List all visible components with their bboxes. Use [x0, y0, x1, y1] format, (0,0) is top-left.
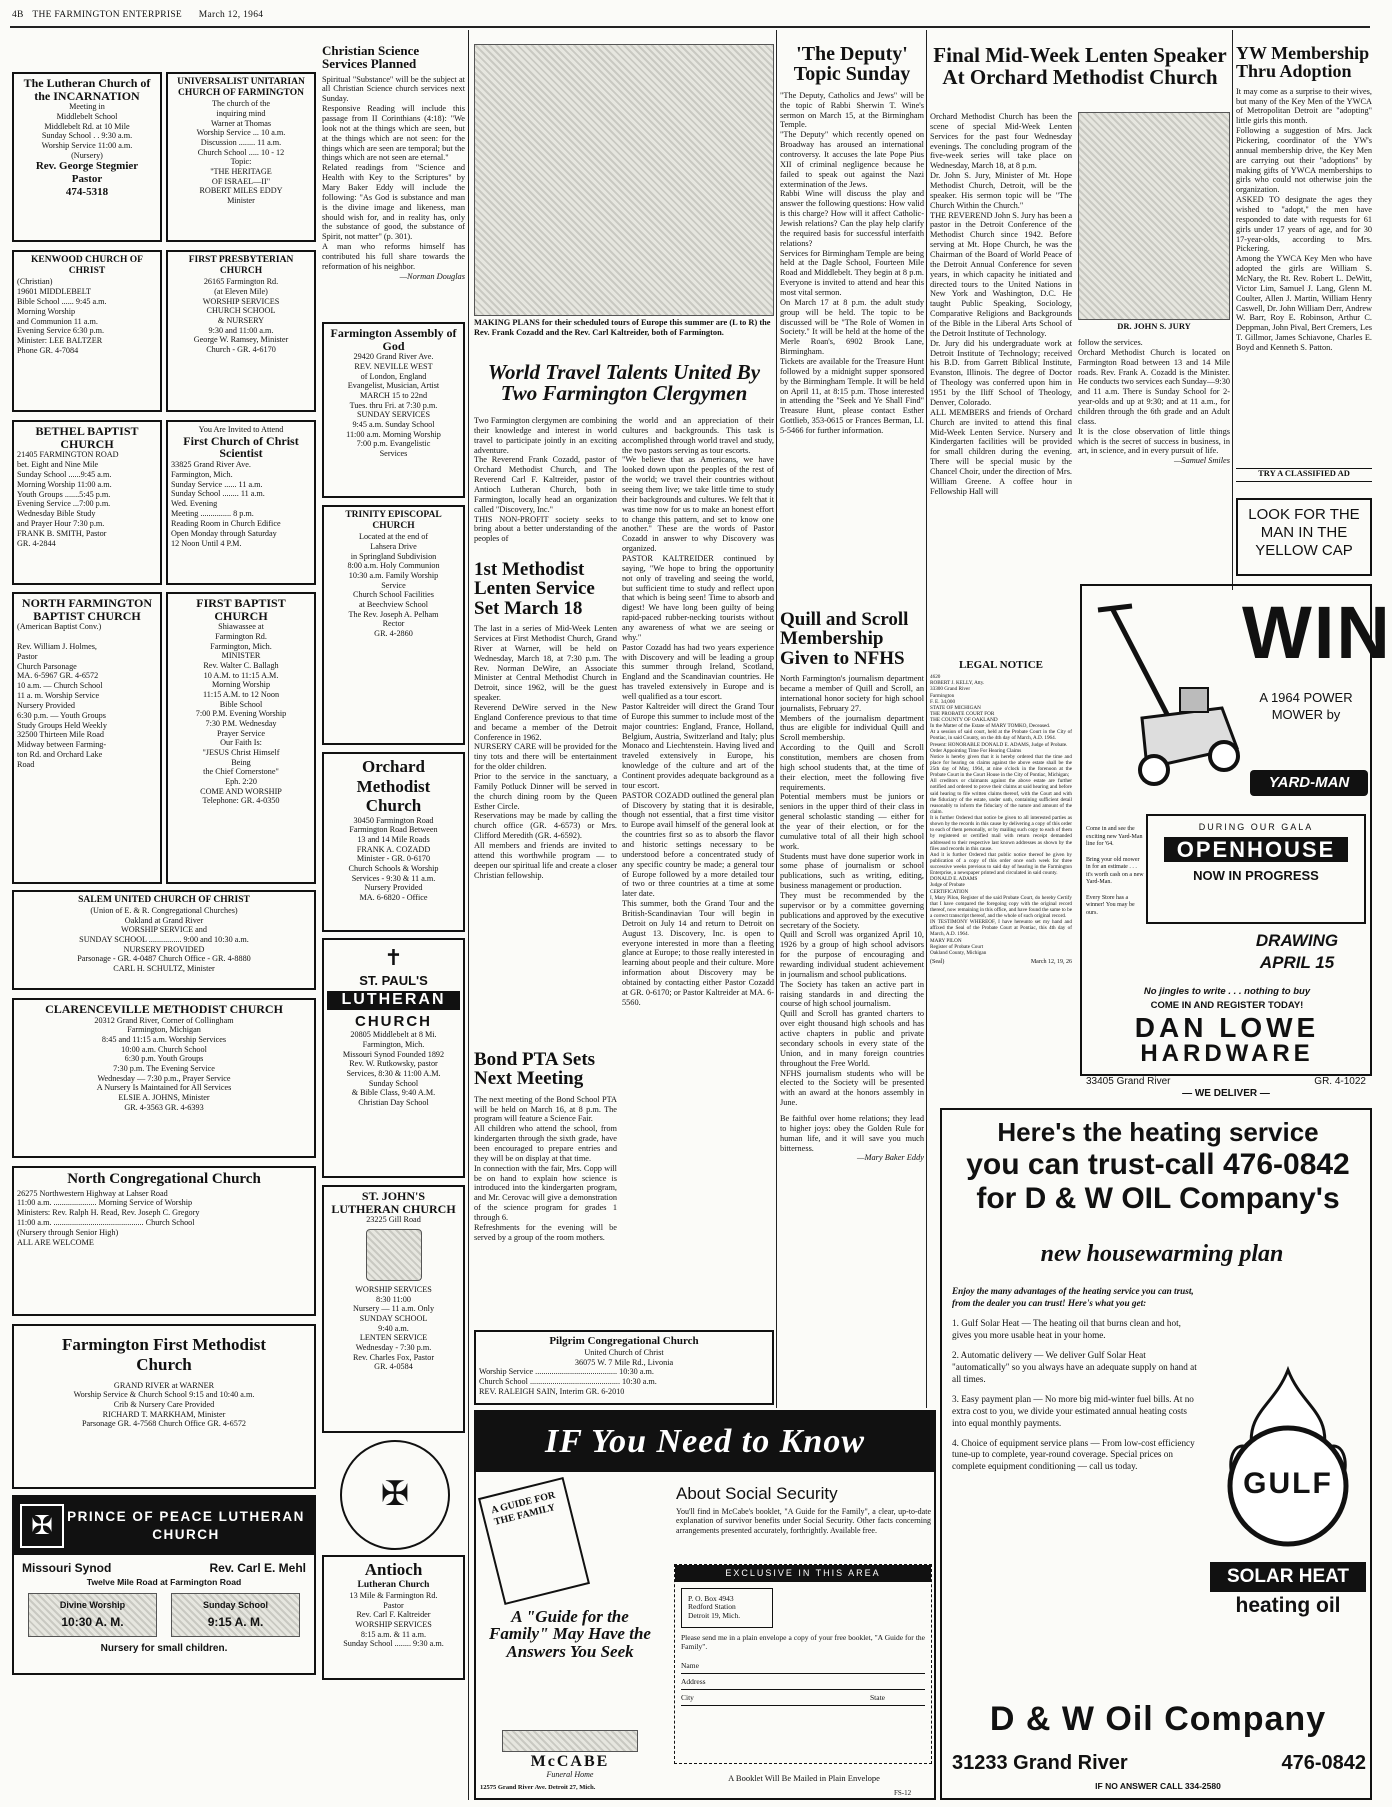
quill-scroll-article [780, 610, 924, 1406]
prince-of-peace-header [14, 1497, 314, 1555]
drawing-date [1232, 930, 1362, 980]
open-house-title: OPENHOUSE [1164, 837, 1348, 863]
article-headline: 1st Methodist Lenten Service Set March 18 [474, 559, 595, 619]
world-headline: World Travel Talents United By Two Farmington Clergymen [487, 360, 761, 406]
address-field-label: Address [681, 1677, 706, 1687]
quote-attribution: —Norman Douglas [399, 271, 465, 281]
booklet-title: A GUIDE FOR THE FAMILY [490, 1489, 557, 1528]
church-name: Farmington First Methodist Church [62, 1335, 266, 1374]
column-rule [776, 30, 777, 1408]
drawing-label: DRAWING [1255, 931, 1339, 950]
school-time: 9:15 A. M. [207, 1614, 264, 1629]
city-field-label: City [681, 1693, 694, 1703]
benefit-3: 3. Easy payment plan — No more big mid-winter fuel bills. At no extra cost to you, we divide your estimated annual heating costs into equal monthly payments. [952, 1393, 1194, 1428]
first-methodist-ad [12, 1324, 316, 1489]
lenten-service-article [474, 556, 617, 1044]
article-body: Spiritual "Substance" will be the subject at all Christian Science church services next Sunday. Responsive Reading will include this passage from II Corinthians (4:18): "We look not at the things which are seen, but at the things which are not seen: for the things which are seen are temporal; but the things which are not seen are eternal." Related readings from "Science and Health with Key to the Scriptures" by Mary Baker Eddy will include the following: "As God is substance and man is the divine image and likeness, man should wish for, and in reality has, only the substance of good, the substance of Spirit, not matter" (p. 301). A man who reforms himself has contributed his full share towards the reformation of his neighbor. [322, 74, 465, 271]
church-info: 20805 Middlebelt at 8 Mi. Farmington, Mich. Missouri Synod Founded 1892 Rev. W. Rutkowsky, pastor Services, 8:30 & 11:00 A.M. Sunday School & Bible Class, 9:40 A.M. Christian Day School [342, 1030, 445, 1107]
dw-oil-ad [940, 1108, 1372, 1800]
article-headline: 'The Deputy' Topic Sunday [793, 43, 911, 86]
church-emblem-image [366, 1229, 422, 1281]
church-info: 26275 Northwestern Highway at Lahser Road 11:00 a.m. ..................... Morning Service of Worship Ministers: Rev. Ralph H. Read, Rev. Joseph C. Gregory 11:00 a.m. ............................................ Church School (Nursery through Senior High) ALL ARE WELCOME [17, 1188, 200, 1247]
banner-headline: IF You Need to Know [476, 1412, 934, 1472]
article-body: It may come as a surprise to their wives, but many of the Key Men of the YWCA of Metropolitan Detroit are "adopting" little girls this month. Following a suggestion of Mrs. Jack Pickering, coordinator of the YW's annual membership drive, the Key Men are carrying out their "adoptions" by making gifts of YWCA memberships to girls who could not otherwise join the organization. ASKED TO designate the ages they wished to "adopt," the men have responded to date with requests for 61 girls under 17 years of age, and for 30 17-year-olds, according to Mrs. Pickering. Among the YWCA Key Men who have adopted the girls are William S. McNary, the Rt. Rev. Robert L. DeWitt, Victor Lim, Samuel J. Lang, Glenn M. Coulter, Allen J. Martin, William Henry Caswell, Dr. John William Derr, Andrew W. Barr, Roy E. Robinson, Arthur C. Deppman, John Pival, Bert Cremers, Les T. Gillmor, James Schiavone, Charles E. Boyd and Kenneth S. Patton. [1236, 86, 1372, 353]
worship-label: Divine Worship [59, 1600, 126, 1611]
article-headline: Christian Science Services Planned [322, 43, 420, 72]
church-info: United Church of Christ 36075 W. 7 Mile Rd., Livonia [574, 1347, 674, 1367]
church-name: NORTH FARMINGTON BAPTIST CHURCH [21, 596, 153, 623]
church-info: 33825 Grand River Ave. Farmington, Mich. Sunday Service ...... 11 a.m. Sunday School ........ 11 a.m. Wed. Evening Meeting ............... 8 p.m. Reading Room in Church Edifice Open Monday through Saturday 12 Noon Until 4 P.M. [171, 459, 281, 548]
school-row: Church School ............................................ 10:30 a.m. [479, 1377, 657, 1387]
church-name: FIRST PRESBYTERIAN CHURCH [188, 255, 294, 277]
mccabe-logo [482, 1730, 658, 1790]
church-name: KENWOOD CHURCH OF CHRIST [31, 255, 143, 277]
church-info: 30450 Farmington Road Farmington Road Between 13 and 14 Mile Roads FRANK A. COZADD Minister - GR. 0-6170 Church Schools & Worship Services - 9:30 & 11 a.m. Nursery Provided MA. 6-6820 - Office [348, 815, 439, 903]
classified-ad-line: TRY A CLASSIFIED AD [1236, 468, 1372, 482]
jury-headline: Final Mid-Week Lenten Speaker At Orchard Methodist Church [933, 43, 1227, 90]
gulf-flame-logo [1212, 1366, 1364, 1558]
blurb-heading: About Social Security [676, 1484, 838, 1503]
quote-attribution: —Mary Baker Eddy [857, 1153, 924, 1163]
headline-line-2: you can trust-call 476-0842 [966, 1147, 1350, 1181]
church-info: (Union of E. & R. Congregational Churches) Oakland at Grand River WORSHIP SERVICE and SUNDAY SCHOOL ................ 9:00 and 10:30 a.m. NURSERY PROVIDED Parsonage - GR. 4-0487 Church Office - GR. 4-8880 CARL H. SCHULTZ, Minister [77, 906, 251, 974]
st-pauls-lutheran-ad [322, 938, 465, 1178]
issue-date: March 12, 1964 [198, 10, 264, 20]
exclusive-banner: EXCLUSIVE IN THIS AREA [675, 1565, 931, 1582]
mailing-note: A Booklet Will Be Mailed in Plain Envelope [728, 1773, 880, 1783]
notice-seal: (Seal) [930, 958, 945, 965]
church-name-3: CHURCH [355, 1012, 432, 1030]
christian-science-article [322, 44, 465, 314]
brand-logo: YARD-MAN [1250, 770, 1368, 796]
drawing-day: APRIL 15 [1259, 953, 1335, 973]
assembly-of-god-ad [322, 322, 465, 498]
plan-title: new housewarming plan [1040, 1241, 1284, 1267]
lutheran-incarnation-ad [12, 72, 162, 242]
coupon-request: Please send me in a plain envelope a copy of your free booklet, "A Guide for the Family". [681, 1633, 925, 1652]
church-info: Meeting in Middlebelt School Middlebelt Rd. at 10 Mile Sunday School . . 9:30 a.m. Worship Service 11:00 a.m. (Nursery) [41, 102, 133, 160]
pilgrim-church-ad [474, 1330, 774, 1405]
church-name: BETHEL BAPTIST CHURCH [35, 424, 139, 451]
mail-box: P. O. Box 4943 Redford Station Detroit 19, Mich. [681, 1588, 773, 1629]
prince-of-peace-ad [12, 1495, 316, 1675]
company-name: D & W Oil Company [989, 1700, 1327, 1738]
deputy-article [780, 44, 924, 604]
benefit-2: 2. Automatic delivery — We deliver Gulf Solar Heat "automatically" so you always have an adequate supply on hand at all times. [952, 1349, 1197, 1384]
jury-photo-caption: DR. JOHN S. JURY [1117, 321, 1191, 331]
church-info: 21405 FARMINGTON ROAD bet. Eight and Nine Mile Sunday School ......9:45 a.m. Morning Worship 11:00 a.m. Youth Groups .......5:45 p.m. Evening Service ...7:00 p.m. Wednesday Bible Study and Prayer Hour 7:30 p.m. FRANK B. SMITH, Pastor GR. 4-2844 [17, 450, 119, 548]
delivery-note: — WE DELIVER — [1182, 1087, 1270, 1099]
cross-icon: ✝ [384, 945, 403, 970]
north-farmington-baptist-ad [12, 592, 162, 884]
presbyterian-church-ad [166, 250, 316, 412]
invite-line: You Are Invited to Attend [198, 425, 284, 434]
win-headline: WIN [1242, 591, 1392, 674]
store-phone: GR. 4-1022 [1314, 1076, 1366, 1087]
article-body: North Farmington's journalism department became a member of Quill and Scroll, an international honor society for high school journalists, February 27. Members of the journalism department thus are eligible for individual Quill and Scroll membership. According to the Quill and Scroll constitution, members are chosen from high school students that, at the time of their election, meet the following five requirements. Potential members must be juniors or seniors in the upper third of their class in general scholastic standing — either for the year of their election, or for the cumulative total of all their high school work. Students must have done superior work in some phase of journalism or school publications, such as writing, editing, business management or production. They must be recommended by the supervisor or by a committee governing publications and approved by the executive secretary of the Society. Quill and Scroll was organized April 10, 1926 by a group of high school advisors for the purpose of encouraging and rewarding individual student achievement in journalism and school publications. The Society has taken an active part in raising standards in and directing the course of high school journalism. Quill and Scroll has granted charters to over eight thousand high schools and has active chapters in public and private secondary schools in every state of the Union, and in many foreign countries throughout the Free World. NFHS journalism students who will be elected to the Society will be presented with an award at the honors assembly in June. [780, 674, 924, 1108]
column-rule [468, 30, 469, 1800]
store-name-line-1: DAN LOWE [1134, 1012, 1320, 1043]
church-info: The church of the inquiring mind Warner at Thomas Worship Service ... 10 a.m. Discussion ........ 11 a.m. Church School ..... 10 - 12 Topic: "THE HERITAGE OF ISRAEL—II" ROBERT MILES EDDY Minister [196, 99, 286, 205]
church-name-1: ST. PAUL'S [359, 972, 428, 988]
jury-body-col1: Orchard Methodist Church has been the scene of special Mid-Week Lenten Services for the past four Wednesday evenings. The concluding program of the five-week series will take place on Wednesday, March 18, at 8 p.m. Dr. John S. Jury, Minister of Mt. Hope Methodist Church, Detroit, will be the speaker. His sermon topic will be "The Church Within the Church." THE REVEREND John S. Jury has been a pastor in the Detroit Conference of the Methodist Church since 1942. Before serving at Mt. Hope Church, he was the Chairman of the Board of World Peace of the Detroit Annual Conference for seven years, in which capacity he initiated and directed tours to the United Nations in New York and Washington, D.C. He taught Public Speaking, Sociology, Comparative Religions and Backgrounds of the Bible in the Liberal Arts School of the Detroit Institute of Technology. Dr. Jury did his undergraduate work at Detroit Institute of Technology; received his B.D. from Garrett Biblical Institute, Evanston, Illinois. The degree of Doctor of Theology was conferred upon him in 1951 by the Iliff School of Theology, Denver, Colorado. ALL MEMBERS and friends of Orchard Church are invited to attend this final Mid-Week Lenten Service. Nursery and Kindergarten facilities will be provided for small children during the evening. There will be special music by the Chancel Choir, under the direction of Mrs. William Greene. A coffee hour in Fellowship Hall will [930, 112, 1072, 496]
article-body: The last in a series of Mid-Week Lenten Services at First Methodist Church, Grand River at Warner, will be held on Wednesday, March 18, at 7:30 p.m. The Rev. Norman DeWire, an Associate Minister at Central Methodist Church in Detroit, since 1962, will be the guest speaker. Reverend DeWire served in the New England Conference previous to that time and became a member of the Detroit Conference in 1962. NURSERY CARE will be provided for the tiny tots and there will be entertainment for the older children. Prior to the service in the sanctuary, a Family Potluck Dinner will be served in the church dining room by the Queen Esther Circle. Reservations may be made by calling the church office (GR. 4-6573) or Mrs. Clifford Meredith (GR. 4-6592). All members and friends are invited to attend this worthwhile program — to deepen our spiritual life and create a closer Christian fellowship. [474, 624, 617, 880]
yellow-cap-ad: LOOK FOR THE MAN IN THE YELLOW CAP [1236, 498, 1372, 576]
masthead [12, 10, 482, 24]
church-name: Pilgrim Congregational Church [549, 1335, 699, 1347]
heating-headline [946, 1118, 1370, 1238]
lawn-mower-icon [1092, 598, 1242, 798]
benefits-intro: Enjoy the many advantages of the heating service you can trust, from the dealer you can trust! Here's what you get: [952, 1286, 1194, 1308]
company-phone: 476-0842 [1281, 1752, 1366, 1774]
promo-text: A "Guide for the Family" May Have the Answers You Seek [489, 1607, 651, 1661]
no-answer-line: IF NO ANSWER CALL 334-2580 [1095, 1781, 1221, 1791]
cross-icon: ✠ [20, 1504, 64, 1548]
church-info: (American Baptist Conv.) Rev. William J. Holmes, Pastor Church Parsonage MA. 6-5967 GR. 4-6572 10 a.m. — Church School 11 a. m. Worship Service Nursery Provided 6:30 p.m. — Youth Groups Study Groups Held Weekly 32500 Thirteen Mile Road Midway between Farming- ton Rd. and Orchard Lake Road [17, 622, 107, 769]
benefit-1: 1. Gulf Solar Heat — The heating oil that burns clean and hot, gives you more usable heat in your home. [952, 1317, 1181, 1340]
store-type: HARDWARE [1140, 1040, 1314, 1067]
church-name: Antioch [364, 1560, 423, 1579]
article-body: The next meeting of the Bond School PTA will be held on March 16, at 8 p.m. The program will feature a Science Fair. All children who attend the school, from kindergarten through the sixth grade, have been encouraged to prepare entries and they will be on display at that time. In connection with the fair, Mrs. Copp will be on hand to explain how science is introduced into the kindergarten program, and Mr. Cerovac will give a demonstration of the science program for grades 1 through 6. Refreshments for the evening will be served by a group of the room mothers. [474, 1094, 617, 1242]
yw-article [1236, 44, 1372, 484]
mccabe-funeral-ad [474, 1410, 936, 1800]
solar-heat-label: SOLAR HEAT [1210, 1562, 1366, 1592]
church-info: GRAND RIVER at WARNER Worship Service & Church School 9:15 and 10:40 a.m. Crib & Nursery Care Provided RICHARD T. MARKHAM, Minister Parsonage GR. 4-7568 Church Office GR. 4-6572 [73, 1380, 255, 1429]
open-house-banner [1146, 814, 1366, 924]
progress-label: NOW IN PROGRESS [1193, 868, 1319, 884]
funeral-home-image [502, 1730, 638, 1752]
pastor-name: Rev. Carl E. Mehl [209, 1561, 306, 1575]
heating-oil-label: heating oil [1235, 1594, 1341, 1617]
church-info: 13 Mile & Farmington Rd. Pastor Rev. Carl F. Kaltreider WORSHIP SERVICES 8:15 a.m. & 11 a.m. Sunday School ........ 9:30 a.m. [343, 1590, 444, 1649]
church-info: Located at the end of Lahsera Drive in Springland Subdivision 8:00 a.m. Holy Communion 10:30 a.m. Family Worship Service Church School Facilities at Beechview School The Rev. Joseph A. Pelham Rector GR. 4-2860 [347, 532, 440, 638]
gulf-brand: GULF [1243, 1467, 1333, 1500]
church-name: FIRST BAPTIST CHURCH [196, 596, 286, 623]
church-address: Twelve Mile Road at Farmington Road [86, 1577, 242, 1588]
bullet-3: Every Store has a winner! You may be ours. [1086, 894, 1135, 916]
trinity-episcopal-ad [322, 505, 465, 745]
jury-body-col2-wrap [1078, 338, 1230, 570]
church-name: CLARENCEVILLE METHODIST CHURCH [45, 1002, 283, 1016]
lutheran-seal-icon: ✠ [340, 1440, 450, 1550]
salem-church-ad [12, 890, 316, 990]
offer-bullets [1086, 826, 1144, 976]
column-rule [1232, 30, 1233, 590]
dan-lowe-hardware-ad [1080, 584, 1392, 1076]
north-congregational-ad [12, 1166, 316, 1316]
clarenceville-church-ad [12, 998, 316, 1158]
booklet-icon [478, 1477, 590, 1605]
church-name: The Lutheran Church of the INCARNATION [23, 76, 151, 103]
school-label: Sunday School [202, 1600, 268, 1611]
masthead-rule [10, 26, 1370, 28]
pastor-info: Rev. George Stegmier Pastor 474-5318 [35, 160, 139, 199]
bullet-2: Bring your old mower in for an estimate . . . it's worth cash on a new Yard-Man. [1086, 856, 1144, 885]
article-headline: YW Membership Thru Adoption [1236, 43, 1370, 82]
logo-name: McCABE [530, 1753, 610, 1770]
headline-line-3: for D & W OIL Company's [976, 1182, 1340, 1216]
church-subname: Lutheran Church [357, 1579, 430, 1590]
company-address: 31233 Grand River [952, 1752, 1128, 1774]
sunday-school-box [171, 1593, 300, 1637]
unitarian-church-ad [166, 72, 316, 242]
world-body-col2: the world and an appreciation of their cultures and backgrounds. This task is accomplished through world travel and study, the two pastors serving as tour escorts. "We believe that as Americans, we have looked down upon the peoples of the rest of the world; we travel their countries without seeing them live; we take little time to study their backgrounds and cultures. We felt that it was time now for us to make an honest effort to change this pattern, and set to know one another." These are the words of Pastor Cozadd in answer to why Discovery was organized. PASTOR KALTREIDER continued by saying, "We hope to bring the opportunity not only of traveling and seeing the world, but sufficient time to study and reflect upon that which is being seen! Time to absorb and digest! We have long been guilty of being rapid-paced rubber-necking tourists without any awareness of what we are seeing or why." Pastor Cozadd has had two years experience with Discovery and will be leading a group this summer through Ireland, Scotland, England and the Scandinavian countries. He has traveled extensively in Europe and is well qualified as a tour escort. Pastor Kaltreider will direct the Grand Tour of Europe this summer to include most of the major countries: England, France, Holland, Belgium, Austria, Switzerland and Italy; plus Monaco and Liechtenstein. Having lived and traveled extensively in Europe, his knowledge of the culture and art of the Continent provides adequate background as a tour escort. PASTOR COZADD outlined the general plan of Discovery by stating that it is desirable, though not essential, that a first time visitor to Europe avail himself of the general look at the countries first so as to absorb the flavor and historic settings necessary to be understood before a concentrated study of any specific country be made; a general tour of Europe followed by a more detailed tour of two or three countries at a time at some later date. This summer, both the Grand Tour and the British-Scandinavian Tour will begin in Detroit on July 14 and return to Detroit on August 13. Discovery, Inc. is open to everyone interested in more than a fleeting glance at Europe; to those really interested in learning about people and their culture. More information about Discovery may be obtained by contacting either Pastor Cozadd at GR. 0-6170; or Pastor Kaltreider at MA. 6-5560. [622, 416, 774, 1007]
notice-body: 4620 ROBERT J. KELLY, Atty. 33300 Grand River Farmington F. E. 34,000 STATE OF MICHIGAN THE PROBATE COURT FOR THE COUNTY OF OAKLAND In the Matter of the Estate of MARY TOMKO, Deceased. At a session of said court, held at the Probate Court in the City of Pontiac, in said County, on the 4th day of March, A.D. 1964. Present: HONORABLE DONALD E. ADAMS, Judge of Probate. Order Appointing Time For Hearing Claims Notice is hereby given that it is hereby ordered that the time and place for hearing on claims against the above estate shall be the 25th day of May, 1964, at nine o'clock in the forenoon at the Probate Court in the Court House in the City of Pontiac, Michigan; All creditors or claimants against the above estate are further notified and ordered to prove their claims at said hearing and before said hearing to file written claims thereof, with the Court and with the fiduciary of the estate, under oath, containing sufficient detail reasonably to inform the fiduciary of the nature and amount of the claim. It is further Ordered that notice be given to all interested parties as shown by the records in this cause by delivering a copy of this order to each of them personally, or by mailing such copy to each of them by registered or certified mail with return receipt demanded addressed to their respective last known addresses as shown by the files and records in this cause. And it is further Ordered that public notice thereof be given by publication of a copy of this order once each week for three successive weeks previous to said day of hearing in the Farmington Enterprise, a newspaper printed and circulated in said county. DONALD E. ADAMS Judge of Probate CERTIFICATION I, Mary Pilon, Register of the said Probate Court, do hereby Certify that I have compared the foregoing copy with the original record thereof, now remaining in this office, and have found the same to be a correct transcript thereof, and the whole of such original record. IN TESTIMONY WHEREOF, I have hereunto set my hand and affixed the Seal of the Probate Court at Pontiac, this 4th day of March, A.D. 1964. MARY PILON Register of Probate Court Oakland County, Michigan [930, 674, 1072, 956]
photo-caption: MAKING PLANS for their scheduled tours of Europe this summer are (L to R) the Rev. Frank Cozadd and the Rev. Carl Kaltreider, both of Farmington. [474, 318, 771, 338]
church-name: SALEM UNITED CHURCH OF CHRIST [78, 895, 250, 905]
article-headline: Bond PTA Sets Next Meeting [474, 1049, 596, 1090]
quote-attribution: —Samuel Smiles [1173, 456, 1230, 466]
quote-text: Be faithful over home relations; they lead to higher joys: obey the Golden Rule for human life, and it will save you much bitterness. [780, 1113, 924, 1153]
worship-time: 10:30 A. M. [61, 1614, 124, 1629]
logo-sub: Funeral Home [546, 1770, 594, 1780]
bullet-1: Come in and see the exciting new Yard-Man line for '64. [1086, 826, 1143, 847]
church-info: 29420 Grand River Ave. REV. NEVILLE WEST of London, England Evangelist, Musician, Artist MARCH 15 to 22nd Tues. thru Fri. at 7:30 p.m. SUNDAY SERVICES 9:45 a.m. Sunday School 11:00 a.m. Morning Worship 7:00 p.m. Evangelistic Services [346, 352, 441, 458]
church-address: 23225 Gill Road [366, 1215, 421, 1225]
synod-label: Missouri Synod [22, 1561, 112, 1575]
jury-body-col2: follow the services. Orchard Methodist Church is located on Farmington Road between 13 and 14 Mile roads. Rev. Frank A. Cozadd is the Minister. He conducts two services each Sunday—9:30 and 11 a.m. There is Sunday School for 2-year-olds and up at 9:30; and at 11 a.m., for children through the 6th grade and an Adult class. It is the close observation of little things which is the secret of success in business, in art, in science, and in every pursuit of life. [1078, 338, 1230, 456]
article-headline: Quill and Scroll Membership Given to NFHS [780, 609, 909, 669]
store-address: 33405 Grand River [1086, 1076, 1171, 1087]
world-body-col1: Two Farmington clergymen are combining their knowledge and interest in world travel to participate jointly in an exciting adventure. The Reverend Frank Cozadd, pastor of Orchard Methodist Church, and The Reverend Carl F. Kaltreider, pastor of Antioch Lutheran Church, both in Farmington, locally head an organization called "Discovery, Inc." THIS NON-PROFIT society seeks to bring about a better understanding of the peoples of [474, 416, 617, 544]
church-name: PRINCE OF PEACE LUTHERAN CHURCH [67, 1508, 305, 1542]
prize-description: A 1964 POWER MOWER by [1259, 690, 1353, 722]
church-name: Farmington Assembly of God [330, 326, 457, 353]
church-info: (Christian) 19601 MIDDLEBELT Bible School ...... 9:45 a.m. Morning Worship and Communion 11 a.m. Evening Service 6:30 p.m. Minister: LEE BALTZER Phone GR. 4-7084 [17, 277, 107, 356]
church-name: ST. JOHN'S LUTHERAN CHURCH [331, 1189, 456, 1216]
christ-scientist-ad [166, 420, 316, 585]
column-rule [926, 30, 927, 1408]
notice-dates: March 12, 19, 26 [1030, 958, 1072, 965]
first-baptist-ad [166, 592, 316, 884]
article-body: "The Deputy, Catholics and Jews" will be the topic of Rabbi Sherwin T. Wine's sermon on March 15, at the Birmingham Temple. "The Deputy" which recently opened on Broadway has aroused an international controversy. It accuses the late Pope Pius XII of criminal negligence because he failed to speak out against the Nazi extermination of the Jews. Rabbi Wine will discuss the play and answer the following questions: How valid is this charge? How will it affect Catholic-Jewish relations? Can the play help clarify the required basis for successful interfaith relations? Services for Birmingham Temple are being held at the Dagle School, Fourteen Mile Road and Middlebelt. They begin at 8 p.m. Everyone is invited to attend and hear this most vital sermon. On March 17 at 8 p.m. the adult study group will be held. The topic to be discussed will be "The Role of Women in Society." It will be held at the home of the Merle Roan's, 6902 Brook Lane, Birmingham. Tickets are available for the Treasure Hunt followed by a midnight supper sponsored by the Birmingham Temple. It will be held on April 11, at 8:15 p.m. Those interested in attending the "Seek and Ye Shall Find" Treasure Hunt, please contact Esther Gottlieb, 353-0615 or Frances Berman, LI. 5-5466 for further information. [780, 90, 924, 435]
church-name-2: LUTHERAN [327, 991, 460, 1010]
paper-name: THE FARMINGTON ENTERPRISE [32, 10, 183, 20]
benefit-4: 4. Choice of equipment service plans — From low-cost efficiency tune-up to complete, year-round coverage. Special prices on complete equipment conditioning — call us today. [952, 1437, 1195, 1472]
name-field-label: Name [681, 1661, 699, 1671]
nursery-note: Nursery for small children. [100, 1643, 228, 1655]
company-contact [952, 1752, 1366, 1778]
pastor-row: REV. RALEIGH SAIN, Interim GR. 6-2010 [479, 1386, 625, 1396]
clergymen-photo [474, 44, 774, 316]
page-number: 4B [12, 10, 24, 20]
register-line: COME IN AND REGISTER TODAY! [1150, 1000, 1304, 1011]
booklet-coupon[interactable] [674, 1564, 932, 1764]
benefits-list [952, 1286, 1202, 1694]
notice-heading: LEGAL NOTICE [958, 659, 1044, 671]
church-info: Shiawassee at Farmington Rd. Farmington, Mich. MINISTER Rev. Walter C. Ballagh 10 A.M. to 11:15 A.M. Morning Worship 11:15 A.M. to 12 Noon Bible School 7:00 P.M. Evening Worship 7:30 P.M. Wednesday Prayer Service Our Faith Is: "JESUS Christ Himself Being the Chief Cornerstone" Eph. 2:20 COME AND WORSHIP Telephone: GR. 4-0350 [195, 622, 287, 806]
bond-pta-article [474, 1046, 617, 1326]
bethel-baptist-ad [12, 420, 162, 585]
jury-portrait-photo [1078, 112, 1230, 320]
blurb-body: You'll find in McCabe's booklet, "A Guide for the Family", a clear, up-to-date explanation of survivor benefits under Social Security. Other facts concerning arrangements presented accurately, forthrightly. Available free. [676, 1506, 931, 1535]
church-name: TRINITY EPISCOPAL CHURCH [345, 510, 442, 532]
antioch-lutheran-ad [322, 1555, 465, 1680]
church-name: Orchard Methodist Church [356, 757, 431, 816]
church-info: 26165 Farmington Rd. (at Eleven Mile) WORSHIP SERVICES CHURCH SCHOOL & NURSERY 9:30 and 11:00 a.m. George W. Ramsey, Minister Church - GR. 4-6170 [193, 277, 289, 354]
ad-code: FS-12 [894, 1789, 912, 1797]
orchard-methodist-ad [322, 752, 465, 932]
church-name: UNIVERSALIST UNITARIAN CHURCH OF FARMINGTON [177, 77, 305, 99]
social-security-blurb [676, 1484, 931, 1554]
open-house-pre: DURING OUR GALA [1198, 822, 1314, 832]
worship-row: Worship Service ........................................ 10:30 a.m. [479, 1367, 654, 1377]
church-name: North Congregational Church [67, 1171, 261, 1187]
hardware-footer [1080, 1076, 1372, 1104]
no-jingles-line: No jingles to write . . . nothing to buy [1143, 986, 1311, 997]
church-name: First Church of Christ Scientist [183, 433, 299, 461]
state-field-label: State [870, 1693, 885, 1703]
headline-line-1: Here's the heating service [997, 1117, 1319, 1147]
divine-worship-box [28, 1593, 157, 1637]
mccabe-address: 12575 Grand River Ave. Detroit 27, Mich. [480, 1784, 596, 1791]
church-info: WORSHIP SERVICES 8:30 11:00 Nursery — 11 a.m. Only SUNDAY SCHOOL 9:40 a.m. LENTEN SERVICE Wednesday - 7:30 p.m. Rev. Charles Fox, Pastor GR. 4-0584 [352, 1284, 435, 1372]
kenwood-church-ad [12, 250, 162, 412]
st-johns-lutheran-ad [322, 1185, 465, 1433]
church-info: 20312 Grand River, Corner of Collingham Farmington, Michigan 8:45 and 11:15 a.m. Worship Services 10:00 a.m. Church School 6:30 p.m. Youth Groups 7:30 p.m. The Evening Service Wednesday — 7:30 p.m., Prayer Service A Nursery Is Maintained for All Services ELSIE A. JOHNS, Minister GR. 4-3563 GR. 4-6393 [94, 1015, 234, 1112]
